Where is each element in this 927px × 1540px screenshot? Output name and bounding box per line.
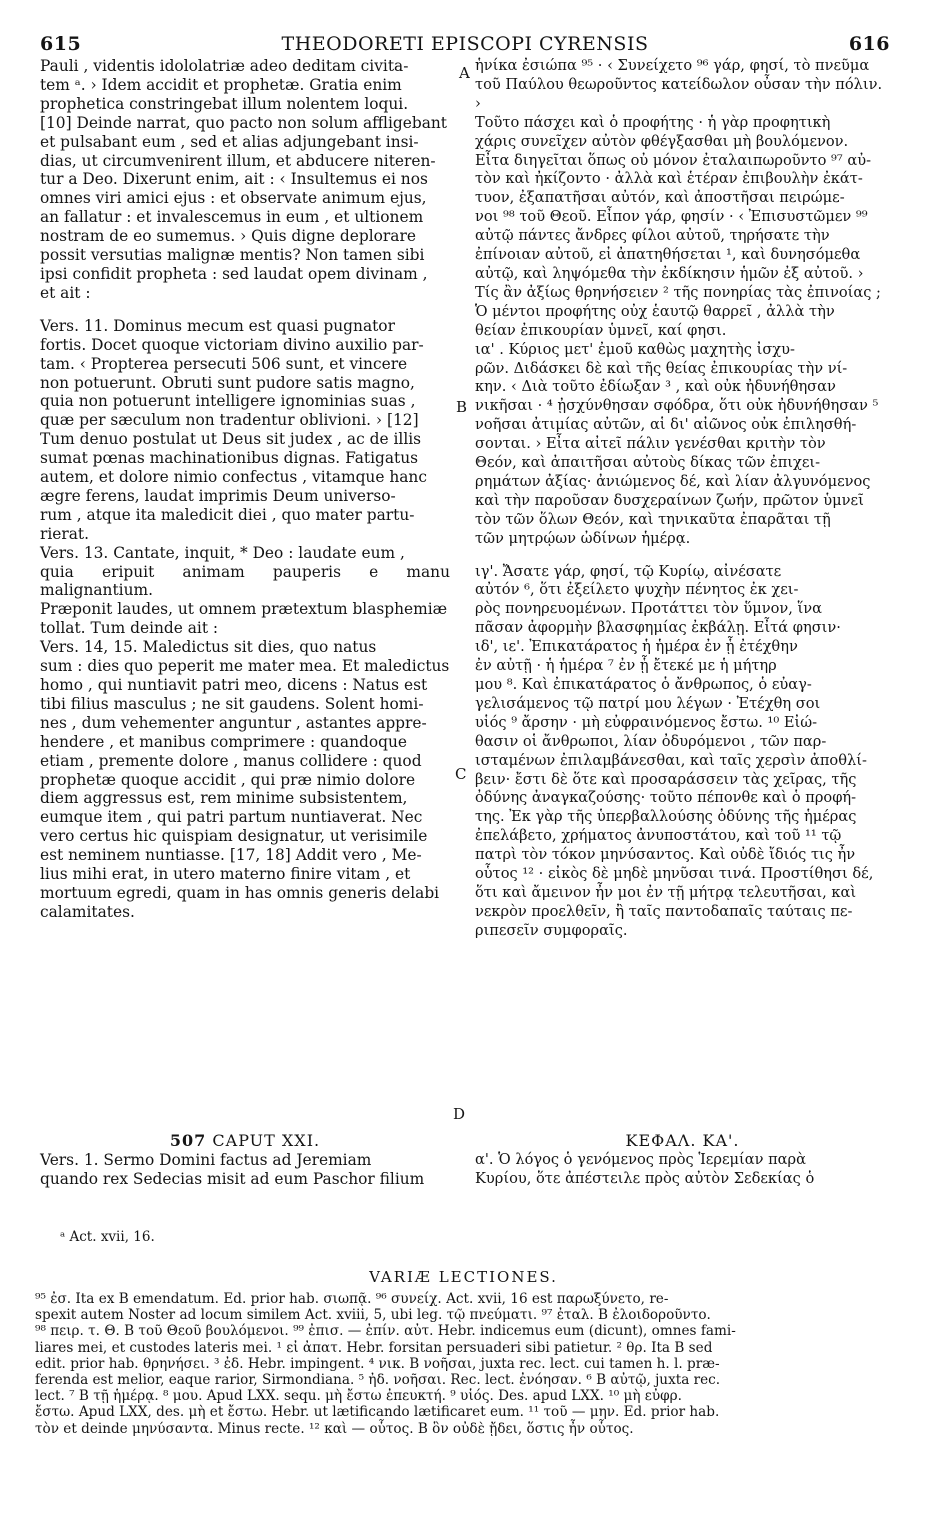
greek-text-line: ἐν αὐτῇ · ἡ ἡμέρα ⁷ ἐν ᾗ ἔτεκέ με ἡ μήτηρ	[475, 657, 777, 675]
latin-text-line: Vers. 11. Dominus mecum est quasi pugnator	[40, 316, 395, 335]
page-number-right: 616	[848, 33, 890, 55]
paragraph-gap	[40, 303, 450, 317]
latin-text-line: tam. ‹ Propterea persecuti 506 sunt, et vincere	[40, 354, 408, 373]
greek-text-line: πατρὶ τὸν τόκον μηνύσαντος. Καὶ οὐδὲ ἴδιός τις ἦν	[475, 846, 856, 864]
latin-text-line: dias, ut circumvenirent illum, et abducere niteren-	[40, 151, 436, 170]
latin-chapter	[40, 1132, 450, 1189]
greek-text-line: τῶν μητρῴων ὠδίνων ἡμέρᾳ.	[475, 529, 691, 547]
latin-text-line: tollat. Tum deinde ait :	[40, 619, 219, 638]
latin-text-line: an fallatur : et invalescemus in eum , et ultionem	[40, 208, 424, 227]
latin-text-line: quia eripuit animam pauperis e manu malignantium.	[40, 562, 450, 600]
latin-text-line: fortis. Docet quoque victoriam divino auxilio par-	[40, 335, 424, 354]
latin-chapter-title: CAPUT XXI.	[212, 1131, 321, 1150]
margin-letter-d: D	[453, 1105, 466, 1123]
greek-text-line: υἱός ⁹ ἄρσην · μὴ εὐφραινόμενος ἔστω. ¹⁰ Εἰώ-	[475, 713, 818, 731]
margin-letter-c: C	[455, 765, 467, 783]
latin-text-line: quia non potuerunt intelligere ignominias suas ,	[40, 392, 416, 411]
greek-text-line: ιγ'. Ἄσατε γάρ, φησί, τῷ Κυρίῳ, αἰνέσατε	[475, 562, 782, 580]
latin-text-line: ægre ferens, laudat imprimis Deum universo-	[40, 486, 396, 505]
latin-text-line: lius mihi erat, in utero materno finire vitam , et	[40, 865, 411, 884]
greek-text-line: νικῆσαι · ⁴ ᾐσχύνθησαν σφόδρα, ὅτι οὐκ ἠδυνήθησαν ⁵	[475, 397, 879, 415]
running-title: THEODORETI EPISCOPI CYRENSIS	[281, 33, 649, 55]
latin-text-line: non potuerunt. Obruti sunt pudore satis magno,	[40, 373, 415, 392]
latin-text-line: et ait :	[40, 283, 91, 302]
variae-line: edit. prior hab. θρηνήσει. ³ ἐδ. Hebr. impingent. ⁴ νικ. B νοῆσαι, juxta rec. lect. cui tamen h. l. præ-	[35, 1355, 720, 1372]
greek-text-line: αὐτῷ, καὶ ληψόμεθα τὴν ἐκδίκησιν ἡμῶν ἐξ αὐτοῦ. ›	[475, 264, 864, 282]
greek-text-line: Θεόν, καὶ ἀπαιτῆσαι αὐτοὺς δίκας τῶν ἐπιχει-	[475, 454, 821, 472]
latin-text-line: quæ per sæculum non tradentur oblivioni. › [12]	[40, 411, 419, 430]
variae-line: ⁹⁵ ἐσ. Ita ex B emendatum. Ed. prior hab. σιωπᾷ. ⁹⁶ συνείχ. Act. xvii, 16 est παρωξύνετο, re-	[35, 1291, 669, 1307]
greek-column	[475, 57, 890, 941]
variae-line: τὸν et deinde μηνύσαντα. Minus recte. ¹² καὶ — οὗτος. B ὃν οὐδὲ ᾔδει, ὅστις ἦν οὗτος.	[35, 1420, 634, 1437]
greek-text-line: καὶ τὴν παροῦσαν δυσχεραίνων ζωήν, πρῶτον ὑμνεῖ	[475, 491, 864, 509]
greek-text-line: νοῆσαι ἀτιμίας αὐτῶν, αἱ δι' αἰῶνος οὐκ ἐπιλησθή-	[475, 416, 857, 434]
latin-text-line: tibi filius masculus ; ne sit gaudens. Solent homi-	[40, 694, 424, 713]
latin-text-line: tem ᵃ. › Idem accidit et prophetæ. Gratia enim	[40, 75, 402, 94]
greek-text-line: νεκρὸν προελθεῖν, ἢ ταῖς παντοδαπαῖς ταύταις πε-	[475, 902, 853, 920]
greek-text-line: Τοῦτο πάσχει καὶ ὁ προφήτης · ἡ γὰρ προφητικὴ	[475, 113, 831, 131]
variae-lectiones-text	[35, 1291, 890, 1437]
page-number-left: 615	[40, 33, 82, 55]
latin-text-line: homo , qui nuntiavit patri meo, dicens : Natus est	[40, 676, 428, 694]
greek-text-line: νοι ⁹⁸ τοῦ Θεοῦ. Εἶπον γάρ, φησίν · ‹ Ἐπισυστῶμεν ⁹⁹	[475, 208, 868, 226]
margin-letter-a: A	[459, 64, 470, 82]
latin-chapter-number: 507	[169, 1131, 207, 1150]
greek-text-line: γελισάμενος τῷ πατρί μου λέγων · Ἐτέχθη σοι	[475, 694, 821, 712]
greek-text-line: πᾶσαν ἀφορμὴν βλασφημίας ἐκβάλῃ. Εἶτά φησιν·	[475, 619, 841, 637]
latin-text-line: rum , atque ita maledicit diei , quo mater partu-	[40, 505, 415, 524]
greek-text-line: χάρις συνεῖχεν αὐτὸν φθέγξασθαι μὴ βουλόμενον.	[475, 132, 849, 150]
latin-text-line: Præponit laudes, ut omnem prætextum blasphemiæ	[40, 600, 448, 619]
greek-text-line: τὸν τῶν ὅλων Θεόν, καὶ τηνικαῦτα ἐπαρᾶται τῇ	[475, 510, 831, 528]
greek-text-line: της. Ἐκ γὰρ τῆς ὑπερβαλλούσης ὀδύνης τῆς ἡμέρας	[475, 808, 857, 826]
greek-text-line: ὀδύνης ἀναγκαζούσης· τοῦτο πέπονθε καὶ ὁ προφή-	[475, 789, 857, 807]
greek-text-line: τὸν καὶ ἠκίζοντο · ἀλλὰ καὶ ἑτέραν ἐπιβουλὴν ἐκάτ-	[475, 170, 863, 188]
latin-chapter-heading	[40, 1132, 450, 1151]
latin-text-line: prophetæ quoque accidit , qui præ nimio dolore	[40, 770, 416, 789]
greek-chapter-heading: ΚΕΦΑΛ. ΚΑ'.	[625, 1131, 740, 1150]
greek-text-line: ρῶν. Διδάσκει δὲ καὶ τῆς θείας ἐπικουρίας τὴν νί-	[475, 359, 848, 377]
latin-text-line: nes , dum vehementer anguntur , astantes appre-	[40, 713, 427, 732]
latin-text-line: possit versutias malignæ mentis? Non tamen sibi	[40, 246, 425, 265]
greek-text-line: ἐπελάβετο, χρήματος ἀνυποστάτου, καὶ τοῦ ¹¹ τῷ	[475, 827, 842, 845]
greek-text-line: τυον, ἐξαπατῆσαι αὐτόν, καὶ ἀποστῆσαι πειρώμε-	[475, 189, 845, 207]
latin-text-line: calamitates.	[40, 902, 135, 921]
greek-verse-line: Κυρίου, ὅτε ἀπέστειλε πρὸς αὐτὸν Σεδεκίας ὁ	[475, 1169, 815, 1187]
greek-text-line: θείαν ἐπικουρίαν ὑμνεῖ, καί φησι.	[475, 321, 727, 339]
greek-text-line: ια' . Κύριος μετ' ἐμοῦ καθὼς μαχητὴς ἰσχυ-	[475, 340, 795, 358]
latin-text-line: tur a Deo. Dixerunt enim, ait : ‹ Insultemus ei nos	[40, 170, 428, 189]
greek-text-line: ὅτι καὶ ἄμεινον ἦν μοι ἐν τῇ μήτρᾳ τελευτῆσαι, καὶ	[475, 883, 857, 901]
greek-text-line: ρημάτων ἀξίας· ἀνιώμενος δέ, καὶ λίαν ἀλγυνόμενος	[475, 472, 871, 490]
footnote: ᵃ Act. xvii, 16.	[60, 1229, 155, 1245]
greek-text-line: Τίς ἂν ἀξίως θρηνήσειεν ² τῆς πονηρίας τὰς ἐπινοίας ;	[475, 283, 881, 301]
latin-text-line: Pauli , videntis idololatriæ adeo deditam civita-	[40, 57, 409, 75]
latin-text-line: prophetica constringebat illum nolentem loqui.	[40, 94, 409, 113]
latin-verse-line: Vers. 1. Sermo Domini factus ad Jeremiam	[40, 1150, 372, 1169]
latin-text-line: omnes viri amici ejus : et observate animum ejus,	[40, 189, 427, 208]
latin-text-line: sumat pœnas machinationibus dignas. Fatigatus	[40, 449, 419, 468]
greek-text-line: σονται. › Εἶτα αἰτεῖ πάλιν γενέσθαι κριτὴν τὸν	[475, 435, 826, 453]
latin-text-line: sum : dies quo peperit me mater mea. Et maledictus	[40, 657, 450, 676]
greek-text-line: αὐτόν ⁶, ὅτι ἐξείλετο ψυχὴν πένητος ἐκ χει-	[475, 581, 799, 599]
greek-text-line: ρὸς πονηρευομένων. Προτάττει τὸν ὕμνον, ἵνα	[475, 600, 823, 618]
latin-text-line: rierat.	[40, 524, 89, 543]
latin-text-line: ipsi confidit propheta : sed laudat opem divinam ,	[40, 264, 428, 283]
greek-text-line: ριπεσεῖν συμφοραῖς.	[475, 921, 628, 939]
latin-text-line: autem, et dolore nimio confectus , vitamque hanc	[40, 468, 427, 487]
greek-text-line: κην. ‹ Διὰ τοῦτο ἐδίωξαν ³ , καὶ οὐκ ἠδυνήθησαν	[475, 378, 836, 396]
latin-text-line: Vers. 14, 15. Maledictus sit dies, quo natus	[40, 638, 377, 657]
greek-text-line: θασιν οἱ ἄνθρωποι, λίαν ὀδυρόμενοι , τῶν παρ-	[475, 732, 827, 750]
latin-text-line: nostram de eo sumemus. › Quis digne deplorare	[40, 227, 416, 246]
greek-text-line: Εἶτα διηγεῖται ὅπως οὐ μόνον ἐταλαιπωροῦντο ⁹⁷ αὐ-	[475, 151, 871, 169]
latin-text-line: eumque item , qui patri partum nuntiaverat. Nec	[40, 808, 423, 827]
latin-text-line: hendere , et manibus comprimere : quandoque	[40, 732, 407, 751]
variae-line: lect. ⁷ B τῇ ἡμέρᾳ. ⁸ μου. Apud LXX. sequ. μὴ ἔστω ἐπευκτή. ⁹ υἱός. Des. apud LXX. ¹⁰ μὴ εὐφρ.	[35, 1388, 682, 1405]
latin-text-line: mortuum egredi, quam in has omnis generis delabi	[40, 883, 440, 902]
latin-text-line: vero certus hic quispiam designatur, ut verisimile	[40, 827, 428, 846]
latin-column	[40, 57, 450, 922]
greek-text-line: βειν· ἔστι δὲ ὅτε καὶ προσαράσσειν τὰς χεῖρας, τῆς	[475, 770, 857, 788]
variae-line: liares mei, et custodes lateris mei. ¹ εἰ ἀπατ. Hebr. forsitan persuaderi sibi patietur. ² θρ. Ita B sed	[35, 1339, 713, 1356]
greek-text-line: ισταμένων ἐπιλαμβάνεσθαι, καὶ ταῖς χερσὶν ἀποθλί-	[475, 751, 867, 769]
variae-line: ferenda est melior, eaque rarior, Sirmondiana. ⁵ ἠδ. νοῆσαι. Rec. lect. ἐνόησαν. ⁶ B αὐτῷ, juxta rec.	[35, 1372, 721, 1389]
greek-chapter	[475, 1132, 890, 1189]
greek-text-line: ἐπίνοιαν αὐτοῦ, εἰ ἀπατηθήσεται ¹, καὶ δυνησόμεθα	[475, 246, 861, 264]
greek-verse-line: α'. Ὁ λόγος ὁ γενόμενος πρὸς Ἱερεμίαν παρὰ	[475, 1150, 806, 1168]
latin-text-line: Vers. 13. Cantate, inquit, * Deo : laudate eum ,	[40, 543, 405, 562]
page-header	[40, 33, 890, 59]
greek-text-line: οὗτος ¹² · εἰκὸς δὲ μηδὲ μηνῦσαι τινά. Προστίθησι δέ,	[475, 865, 874, 883]
variae-line: ἔστω. Apud LXX, des. μὴ et ἔστω. Hebr. ut lætificando lætificaret eum. ¹¹ τοῦ — μην. Ed. prior hab.	[35, 1404, 720, 1421]
latin-text-line: et pulsabant eum , sed et alias adjungebant insi-	[40, 132, 419, 151]
paragraph-gap	[475, 549, 890, 563]
latin-text-line: diem aggressus est, rem minime subsistentem,	[40, 789, 408, 808]
greek-text-line: τοῦ Παύλου θεωροῦντος κατείδωλον οὖσαν τὴν πόλιν. ›	[475, 75, 883, 112]
variae-line: ⁹⁸ πειρ. τ. Θ. B τοῦ Θεοῦ βουλόμενοι. ⁹⁹ ἐπισ. — ἐπίν. αὐτ. Hebr. indicemus eum (dicunt), omnes fami-	[35, 1323, 736, 1340]
latin-verse-line: quando rex Sedecias misit ad eum Paschor filium	[40, 1169, 425, 1188]
latin-text-line: [10] Deinde narrat, quo pacto non solum affligebant	[40, 113, 447, 132]
variae-line: spexit autem Noster ad locum similem Act. xviii, 5, ubi leg. τῷ πνεύματι. ⁹⁷ ἐταλ. B ἐλοιδοροῦντο.	[35, 1307, 711, 1324]
variae-lectiones-heading: VARIÆ LECTIONES.	[369, 1268, 558, 1286]
margin-letter-b: B	[456, 398, 468, 416]
greek-text-line: μου ⁸. Καὶ ἐπικατάρατος ὁ ἄνθρωπος, ὁ εὐαγ-	[475, 676, 812, 693]
greek-text-line: αὐτῷ πάντες ἄνδρες φίλοι αὐτοῦ, τηρήσατε τὴν	[475, 227, 830, 245]
greek-text-line: ιδ', ιε'. Ἐπικατάρατος ἡ ἡμέρα ἐν ᾗ ἐτέχθην	[475, 638, 798, 656]
latin-text-line: est neminem nuntiasse. [17, 18] Addit vero , Me-	[40, 846, 422, 865]
greek-text-line: Ὁ μέντοι προφήτης οὐχ ἑαυτῷ θαρρεῖ , ἀλλὰ τὴν	[475, 302, 835, 320]
latin-text-line: etiam , premente dolore , manus collidere : quod	[40, 751, 422, 770]
latin-text-line: Tum denuo postulat ut Deus sit judex , ac de illis	[40, 430, 422, 449]
greek-text-line: ἡνίκα ἐσιώπα ⁹⁵ · ‹ Συνείχετο ⁹⁶ γάρ, φησί, τὸ πνεῦμα	[475, 57, 870, 74]
